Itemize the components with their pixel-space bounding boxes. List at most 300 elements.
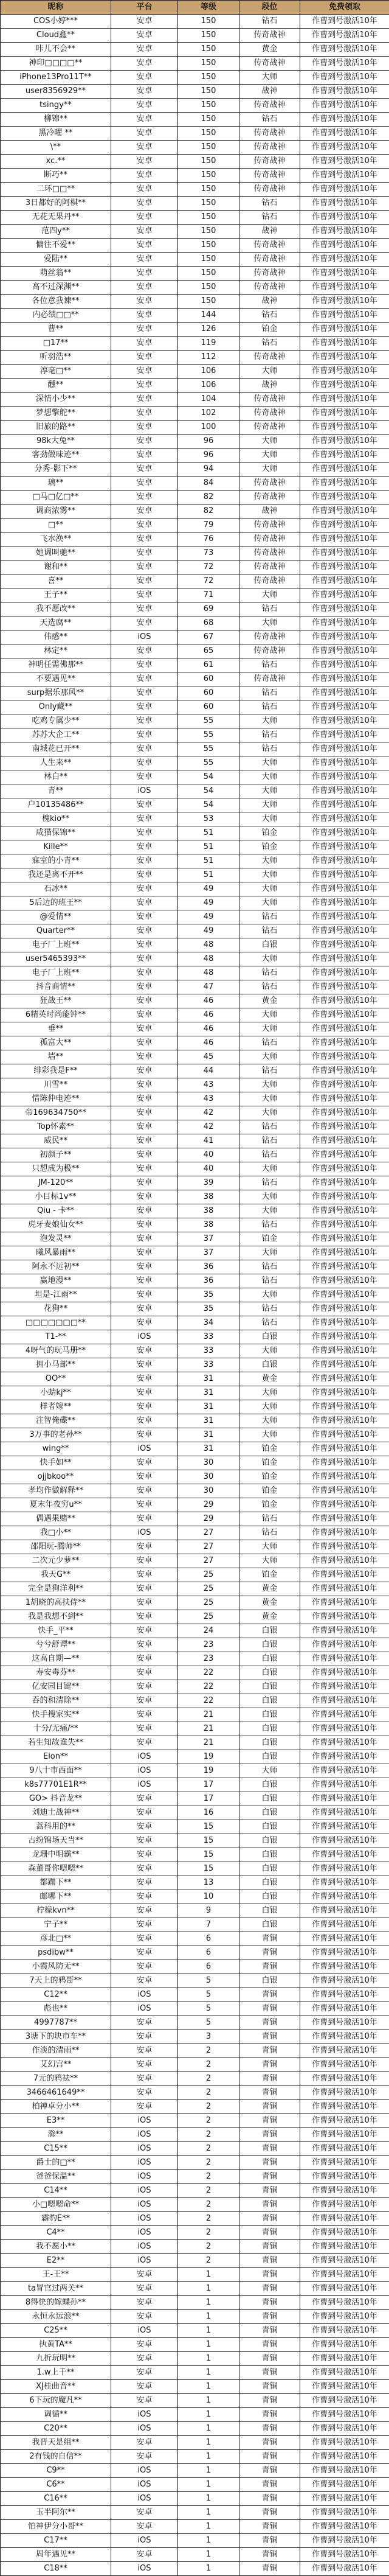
cell-level: 29 bbox=[178, 1498, 239, 1512]
cell-rank: 传奇战神 bbox=[239, 630, 300, 644]
cell-rank: 钻石 bbox=[239, 980, 300, 994]
cell-rank: 大师 bbox=[239, 784, 300, 798]
cell-level: 15 bbox=[178, 1862, 239, 1876]
cell-rank: 白银 bbox=[239, 1792, 300, 1806]
cell-nickname: 8得快的嫁蝶孙** bbox=[1, 2296, 111, 2310]
cell-rank: 大师 bbox=[239, 714, 300, 728]
cell-nickname: 二环□□** bbox=[1, 183, 111, 197]
cell-free-claim: 作曹到号激活10年 bbox=[300, 994, 389, 1008]
table-row bbox=[1, 2380, 389, 2394]
cell-level: 126 bbox=[178, 323, 239, 337]
cell-rank: 青铜 bbox=[239, 2240, 300, 2254]
cell-free-claim: 作曹到号激活10年 bbox=[300, 2254, 389, 2268]
cell-nickname: 淳毫□** bbox=[1, 365, 111, 379]
table-row bbox=[1, 197, 389, 211]
cell-free-claim: 作曹到号激活10年 bbox=[300, 379, 389, 393]
cell-platform: iOS bbox=[111, 2422, 178, 2436]
cell-level: 61 bbox=[178, 658, 239, 672]
cell-level: 49 bbox=[178, 896, 239, 910]
table-row bbox=[1, 1414, 389, 1428]
cell-platform: 安卓 bbox=[111, 1022, 178, 1036]
cell-free-claim: 作曹到号激活10年 bbox=[300, 1554, 389, 1568]
cell-nickname: 3万事的老孙** bbox=[1, 1428, 111, 1442]
cell-platform: 安卓 bbox=[111, 1120, 178, 1134]
table-row bbox=[1, 2366, 389, 2380]
cell-level: 150 bbox=[178, 127, 239, 141]
cell-nickname: 伟感** bbox=[1, 630, 111, 644]
cell-rank: 传奇战神 bbox=[239, 672, 300, 686]
cell-level: 51 bbox=[178, 868, 239, 882]
table-row bbox=[1, 882, 389, 896]
cell-level: 51 bbox=[178, 854, 239, 868]
cell-level: 1 bbox=[178, 2352, 239, 2366]
cell-nickname: C9** bbox=[1, 2464, 111, 2478]
cell-level: 1 bbox=[178, 2506, 239, 2520]
cell-free-claim: 作曹到号激活10年 bbox=[300, 169, 389, 183]
cell-rank: 传奇战神 bbox=[239, 574, 300, 588]
table-row bbox=[1, 910, 389, 924]
cell-level: 150 bbox=[178, 85, 239, 99]
table-row bbox=[1, 1162, 389, 1176]
cell-free-claim: 作曹到号激活10年 bbox=[300, 2464, 389, 2478]
cell-nickname: user8356929** bbox=[1, 85, 111, 99]
cell-free-claim: 作曹到号激活10年 bbox=[300, 225, 389, 239]
table-row bbox=[1, 253, 389, 267]
cell-level: 17 bbox=[178, 1792, 239, 1806]
cell-free-claim: 作曹到号激活10年 bbox=[300, 1708, 389, 1722]
cell-free-claim: 作曹到号激活10年 bbox=[300, 2436, 389, 2450]
cell-nickname: 我是我想不到** bbox=[1, 1610, 111, 1624]
cell-free-claim: 作曹到号激活10年 bbox=[300, 1722, 389, 1736]
cell-nickname: 范四y** bbox=[1, 225, 111, 239]
cell-free-claim: 作曹到号激活10年 bbox=[300, 826, 389, 840]
table-row bbox=[1, 1792, 389, 1806]
cell-platform: 安卓 bbox=[111, 2072, 178, 2086]
cell-platform: 安卓 bbox=[111, 1344, 178, 1358]
table-row bbox=[1, 1330, 389, 1344]
cell-rank: 青铜 bbox=[239, 2156, 300, 2170]
cell-rank: 大师 bbox=[239, 854, 300, 868]
table-row bbox=[1, 1722, 389, 1736]
cell-platform: 安卓 bbox=[111, 896, 178, 910]
table-row bbox=[1, 868, 389, 882]
cell-level: 48 bbox=[178, 938, 239, 952]
cell-level: 65 bbox=[178, 644, 239, 658]
cell-free-claim: 作曹到号激活10年 bbox=[300, 630, 389, 644]
table-row bbox=[1, 1974, 389, 1988]
cell-free-claim: 作曹到号激活10年 bbox=[300, 2394, 389, 2408]
cell-free-claim: 作曹到号激活10年 bbox=[300, 1862, 389, 1876]
cell-platform: 安卓 bbox=[111, 1904, 178, 1918]
cell-free-claim: 作曹到号激活10年 bbox=[300, 197, 389, 211]
cell-rank: 青铜 bbox=[239, 1960, 300, 1974]
cell-platform: 安卓 bbox=[111, 435, 178, 449]
cell-free-claim: 作曹到号激活10年 bbox=[300, 281, 389, 295]
cell-level: 2 bbox=[178, 2240, 239, 2254]
cell-platform: 安卓 bbox=[111, 1512, 178, 1526]
cell-rank: 铂金 bbox=[239, 1568, 300, 1582]
cell-rank: 传奇战神 bbox=[239, 267, 300, 281]
cell-free-claim: 作曹到号激活10年 bbox=[300, 1470, 389, 1484]
cell-free-claim: 作曹到号激活10年 bbox=[300, 113, 389, 127]
cell-rank: 大师 bbox=[239, 1092, 300, 1106]
cell-free-claim: 作曹到号激活10年 bbox=[300, 1120, 389, 1134]
cell-free-claim: 作曹到号激活10年 bbox=[300, 1064, 389, 1078]
cell-free-claim: 作曹到号激活10年 bbox=[300, 616, 389, 630]
cell-rank: 钻石 bbox=[239, 966, 300, 980]
table-row bbox=[1, 1470, 389, 1484]
cell-nickname: 慵往不爱** bbox=[1, 239, 111, 253]
header-rank: 段位 bbox=[239, 1, 300, 15]
cell-level: 21 bbox=[178, 1736, 239, 1750]
cell-free-claim: 作曹到号激活10年 bbox=[300, 756, 389, 770]
cell-nickname: COS小婷*** bbox=[1, 15, 111, 29]
cell-platform: 安卓 bbox=[111, 393, 178, 407]
table-row bbox=[1, 113, 389, 127]
cell-level: 40 bbox=[178, 1148, 239, 1162]
cell-free-claim: 作曹到号激活10年 bbox=[300, 1134, 389, 1148]
cell-nickname: 1胡晓的高扶侍** bbox=[1, 1596, 111, 1610]
table-row bbox=[1, 1218, 389, 1232]
cell-level: 102 bbox=[178, 407, 239, 421]
cell-free-claim: 作曹到号激活10年 bbox=[300, 1890, 389, 1904]
cell-platform: iOS bbox=[111, 1778, 178, 1792]
table-row bbox=[1, 2492, 389, 2506]
cell-level: 55 bbox=[178, 714, 239, 728]
cell-level: 7 bbox=[178, 1918, 239, 1932]
cell-nickname: 惜陈仲电迹** bbox=[1, 1092, 111, 1106]
cell-nickname: 花狗** bbox=[1, 1302, 111, 1316]
table-row bbox=[1, 1288, 389, 1302]
table-row bbox=[1, 2394, 389, 2408]
cell-platform: 安卓 bbox=[111, 1456, 178, 1470]
cell-rank: 白银 bbox=[239, 1876, 300, 1890]
cell-platform: 安卓 bbox=[111, 1316, 178, 1330]
table-row bbox=[1, 1176, 389, 1190]
cell-free-claim: 作曹到号激活10年 bbox=[300, 896, 389, 910]
table-row bbox=[1, 966, 389, 980]
cell-free-claim: 作曹到号激活10年 bbox=[300, 1400, 389, 1414]
cell-free-claim: 作曹到号激活10年 bbox=[300, 1638, 389, 1652]
cell-free-claim: 作曹到号激活10年 bbox=[300, 2156, 389, 2170]
cell-free-claim: 作曹到号激活10年 bbox=[300, 1610, 389, 1624]
cell-free-claim: 作曹到号激活10年 bbox=[300, 1386, 389, 1400]
table-row bbox=[1, 2520, 389, 2534]
cell-platform: 安卓 bbox=[111, 1470, 178, 1484]
cell-free-claim: 作曹到号激活10年 bbox=[300, 812, 389, 826]
table-row bbox=[1, 1694, 389, 1708]
cell-rank: 传奇战神 bbox=[239, 239, 300, 253]
cell-free-claim: 作曹到号激活10年 bbox=[300, 2142, 389, 2156]
cell-platform: iOS bbox=[111, 2142, 178, 2156]
cell-platform: 安卓 bbox=[111, 462, 178, 476]
cell-platform: 安卓 bbox=[111, 239, 178, 253]
cell-level: 23 bbox=[178, 1652, 239, 1666]
cell-platform: 安卓 bbox=[111, 546, 178, 560]
cell-free-claim: 作曹到号激活10年 bbox=[300, 1190, 389, 1204]
cell-rank: 大师 bbox=[239, 756, 300, 770]
table-row bbox=[1, 2198, 389, 2212]
cell-level: 76 bbox=[178, 532, 239, 546]
table-row bbox=[1, 211, 389, 225]
cell-rank: 青铜 bbox=[239, 2002, 300, 2016]
cell-level: 55 bbox=[178, 728, 239, 742]
cell-level: 60 bbox=[178, 672, 239, 686]
table-row bbox=[1, 1386, 389, 1400]
table-row bbox=[1, 2478, 389, 2492]
cell-level: 150 bbox=[178, 29, 239, 43]
table-row bbox=[1, 2044, 389, 2058]
cell-rank: 大师 bbox=[239, 462, 300, 476]
cell-platform: 安卓 bbox=[111, 225, 178, 239]
cell-rank: 青铜 bbox=[239, 2296, 300, 2310]
cell-rank: 白银 bbox=[239, 1778, 300, 1792]
cell-level: 5 bbox=[178, 2002, 239, 2016]
table-row bbox=[1, 2212, 389, 2226]
cell-level: 60 bbox=[178, 686, 239, 700]
cell-level: 2 bbox=[178, 2226, 239, 2240]
cell-free-claim: 作曹到号激活10年 bbox=[300, 1316, 389, 1330]
cell-free-claim: 作曹到号激活10年 bbox=[300, 728, 389, 742]
cell-nickname: 这高自期—** bbox=[1, 1652, 111, 1666]
cell-free-claim: 作曹到号激活10年 bbox=[300, 449, 389, 462]
cell-nickname: 艾幻宫** bbox=[1, 2058, 111, 2072]
cell-platform: 安卓 bbox=[111, 1932, 178, 1946]
cell-nickname: 深情小少** bbox=[1, 393, 111, 407]
cell-free-claim: 作曹到号激活10年 bbox=[300, 1750, 389, 1764]
table-row bbox=[1, 1008, 389, 1022]
cell-rank: 大师 bbox=[239, 1400, 300, 1414]
cell-rank: 传奇战神 bbox=[239, 169, 300, 183]
table-row bbox=[1, 2058, 389, 2072]
cell-free-claim: 作曹到号激活10年 bbox=[300, 1288, 389, 1302]
cell-rank: 战神 bbox=[239, 295, 300, 309]
table-row bbox=[1, 1246, 389, 1260]
table-row bbox=[1, 1834, 389, 1848]
cell-nickname: 人生来** bbox=[1, 756, 111, 770]
cell-platform: iOS bbox=[111, 2492, 178, 2506]
cell-level: 17 bbox=[178, 1778, 239, 1792]
cell-nickname: 电子厂上班** bbox=[1, 938, 111, 952]
cell-platform: 安卓 bbox=[111, 29, 178, 43]
cell-platform: iOS bbox=[111, 784, 178, 798]
cell-platform: 安卓 bbox=[111, 1274, 178, 1288]
cell-free-claim: 作曹到号激活10年 bbox=[300, 1484, 389, 1498]
cell-rank: 铂金 bbox=[239, 1232, 300, 1246]
cell-rank: 大师 bbox=[239, 868, 300, 882]
cell-platform: 安卓 bbox=[111, 2548, 178, 2562]
cell-platform: 安卓 bbox=[111, 1246, 178, 1260]
cell-nickname: 爸爸保温** bbox=[1, 2170, 111, 2184]
cell-rank: 钻石 bbox=[239, 15, 300, 29]
cell-level: 1 bbox=[178, 2534, 239, 2548]
cell-platform: iOS bbox=[111, 2324, 178, 2338]
cell-rank: 青铜 bbox=[239, 2366, 300, 2380]
cell-free-claim: 作曹到号激活10年 bbox=[300, 2520, 389, 2534]
cell-free-claim: 作曹到号激活10年 bbox=[300, 141, 389, 155]
cell-rank: 青铜 bbox=[239, 2100, 300, 2114]
cell-nickname: 森董哥你嗯嗯** bbox=[1, 1862, 111, 1876]
cell-level: 35 bbox=[178, 1302, 239, 1316]
cell-nickname: 王子** bbox=[1, 588, 111, 602]
cell-level: 1 bbox=[178, 2464, 239, 2478]
cell-rank: 青铜 bbox=[239, 2212, 300, 2226]
cell-rank: 青铜 bbox=[239, 2114, 300, 2128]
cell-platform: 安卓 bbox=[111, 183, 178, 197]
table-row bbox=[1, 1148, 389, 1162]
cell-rank: 黄金 bbox=[239, 1596, 300, 1610]
cell-rank: 青铜 bbox=[239, 2254, 300, 2268]
table-row bbox=[1, 295, 389, 309]
cell-level: 106 bbox=[178, 365, 239, 379]
cell-level: 55 bbox=[178, 742, 239, 756]
cell-level: 144 bbox=[178, 309, 239, 323]
cell-level: 25 bbox=[178, 1596, 239, 1610]
cell-level: 150 bbox=[178, 239, 239, 253]
cell-platform: 安卓 bbox=[111, 1946, 178, 1960]
cell-nickname: 永恒永远浪** bbox=[1, 2310, 111, 2324]
cell-free-claim: 作曹到号激活10年 bbox=[300, 1512, 389, 1526]
cell-free-claim: 作曹到号激活10年 bbox=[300, 2422, 389, 2436]
cell-level: 150 bbox=[178, 43, 239, 57]
cell-platform: 安卓 bbox=[111, 2030, 178, 2044]
cell-platform: 安卓 bbox=[111, 616, 178, 630]
cell-platform: 安卓 bbox=[111, 602, 178, 616]
cell-platform: 安卓 bbox=[111, 1498, 178, 1512]
table-row bbox=[1, 1092, 389, 1106]
cell-rank: 白银 bbox=[239, 1904, 300, 1918]
cell-nickname: 不要遇见** bbox=[1, 672, 111, 686]
cell-nickname: 神明任需佛那** bbox=[1, 658, 111, 672]
cell-platform: 安卓 bbox=[111, 1092, 178, 1106]
table-row bbox=[1, 574, 389, 588]
cell-nickname: 邮哪下** bbox=[1, 1890, 111, 1904]
cell-free-claim: 作曹到号激活10年 bbox=[300, 2548, 389, 2562]
cell-rank: 传奇战神 bbox=[239, 546, 300, 560]
table-row bbox=[1, 1428, 389, 1442]
cell-rank: 黄金 bbox=[239, 1582, 300, 1596]
cell-free-claim: 作曹到号激活10年 bbox=[300, 1904, 389, 1918]
cell-platform: iOS bbox=[111, 630, 178, 644]
cell-rank: 青铜 bbox=[239, 2506, 300, 2520]
cell-free-claim: 作曹到号激活10年 bbox=[300, 2058, 389, 2072]
cell-level: 31 bbox=[178, 1428, 239, 1442]
cell-rank: 黄金 bbox=[239, 994, 300, 1008]
cell-rank: 钻石 bbox=[239, 1064, 300, 1078]
cell-nickname: iPhone13Pro11T** bbox=[1, 71, 111, 85]
cell-platform: iOS bbox=[111, 1988, 178, 2002]
cell-platform: iOS bbox=[111, 2170, 178, 2184]
table-row bbox=[1, 1638, 389, 1652]
cell-level: 2 bbox=[178, 2058, 239, 2072]
cell-platform: 安卓 bbox=[111, 1106, 178, 1120]
cell-level: 36 bbox=[178, 1260, 239, 1274]
cell-platform: 安卓 bbox=[111, 756, 178, 770]
cell-nickname: xc.** bbox=[1, 155, 111, 169]
table-row bbox=[1, 267, 389, 281]
cell-nickname: 98k大兔** bbox=[1, 435, 111, 449]
cell-nickname: 只想成为极** bbox=[1, 1162, 111, 1176]
cell-free-claim: 作曹到号激活10年 bbox=[300, 532, 389, 546]
cell-rank: 传奇战神 bbox=[239, 560, 300, 574]
cell-platform: 安卓 bbox=[111, 2086, 178, 2100]
cell-rank: 传奇战神 bbox=[239, 393, 300, 407]
cell-platform: 安卓 bbox=[111, 770, 178, 784]
cell-platform: iOS bbox=[111, 2156, 178, 2170]
cell-rank: 大师 bbox=[239, 1344, 300, 1358]
cell-level: 69 bbox=[178, 602, 239, 616]
cell-rank: 白银 bbox=[239, 1680, 300, 1694]
cell-nickname: 注智俺碟** bbox=[1, 1414, 111, 1428]
table-row bbox=[1, 1988, 389, 2002]
cell-rank: 大师 bbox=[239, 435, 300, 449]
cell-level: 19 bbox=[178, 1764, 239, 1778]
cell-free-claim: 作曹到号激活10年 bbox=[300, 15, 389, 29]
cell-level: 39 bbox=[178, 1176, 239, 1190]
cell-platform: 安卓 bbox=[111, 1666, 178, 1680]
cell-free-claim: 作曹到号激活10年 bbox=[300, 1876, 389, 1890]
cell-rank: 钻石 bbox=[239, 309, 300, 323]
cell-platform: 安卓 bbox=[111, 1386, 178, 1400]
cell-platform: iOS bbox=[111, 2562, 178, 2576]
table-row bbox=[1, 1106, 389, 1120]
cell-rank: 大师 bbox=[239, 449, 300, 462]
cell-nickname: 7天上的鸦哥** bbox=[1, 1974, 111, 1988]
cell-free-claim: 作曹到号激活10年 bbox=[300, 2268, 389, 2282]
cell-nickname: C16** bbox=[1, 2492, 111, 2506]
cell-nickname: 玉半阿尔** bbox=[1, 2506, 111, 2520]
cell-rank: 传奇战神 bbox=[239, 490, 300, 504]
cell-rank: 白银 bbox=[239, 1806, 300, 1820]
cell-nickname: 偶遇果赌** bbox=[1, 1512, 111, 1526]
cell-level: 2 bbox=[178, 2170, 239, 2184]
cell-level: 38 bbox=[178, 1204, 239, 1218]
cell-platform: 安卓 bbox=[111, 1036, 178, 1050]
cell-platform: 安卓 bbox=[111, 1708, 178, 1722]
cell-level: 150 bbox=[178, 267, 239, 281]
cell-platform: iOS bbox=[111, 2464, 178, 2478]
cell-free-claim: 作曹到号激活10年 bbox=[300, 938, 389, 952]
cell-platform: iOS bbox=[111, 2226, 178, 2240]
cell-platform: 安卓 bbox=[111, 966, 178, 980]
cell-free-claim: 作曹到号激活10年 bbox=[300, 1302, 389, 1316]
cell-nickname: k8s77701E1R** bbox=[1, 1778, 111, 1792]
cell-level: 1 bbox=[178, 2282, 239, 2296]
cell-platform: 安卓 bbox=[111, 812, 178, 826]
table-row bbox=[1, 2156, 389, 2170]
cell-rank: 传奇战神 bbox=[239, 127, 300, 141]
cell-platform: 安卓 bbox=[111, 2366, 178, 2380]
cell-level: 96 bbox=[178, 449, 239, 462]
cell-platform: 安卓 bbox=[111, 882, 178, 896]
cell-platform: 安卓 bbox=[111, 1218, 178, 1232]
cell-rank: 传奇战神 bbox=[239, 183, 300, 197]
cell-nickname: 样者嫁** bbox=[1, 1400, 111, 1414]
cell-free-claim: 作曹到号激活10年 bbox=[300, 239, 389, 253]
cell-nickname: 邵阳玩-腾师** bbox=[1, 1540, 111, 1554]
cell-rank: 大师 bbox=[239, 1386, 300, 1400]
cell-rank: 白银 bbox=[239, 1652, 300, 1666]
cell-rank: 青铜 bbox=[239, 2492, 300, 2506]
cell-free-claim: 作曹到号激活10年 bbox=[300, 2450, 389, 2464]
cell-rank: 大师 bbox=[239, 1008, 300, 1022]
cell-nickname: □马□亿□** bbox=[1, 490, 111, 504]
table-row bbox=[1, 421, 389, 435]
cell-platform: 安卓 bbox=[111, 1876, 178, 1890]
cell-nickname: 坦是-江雨** bbox=[1, 1288, 111, 1302]
table-row bbox=[1, 1960, 389, 1974]
cell-free-claim: 作曹到号激活10年 bbox=[300, 1008, 389, 1022]
